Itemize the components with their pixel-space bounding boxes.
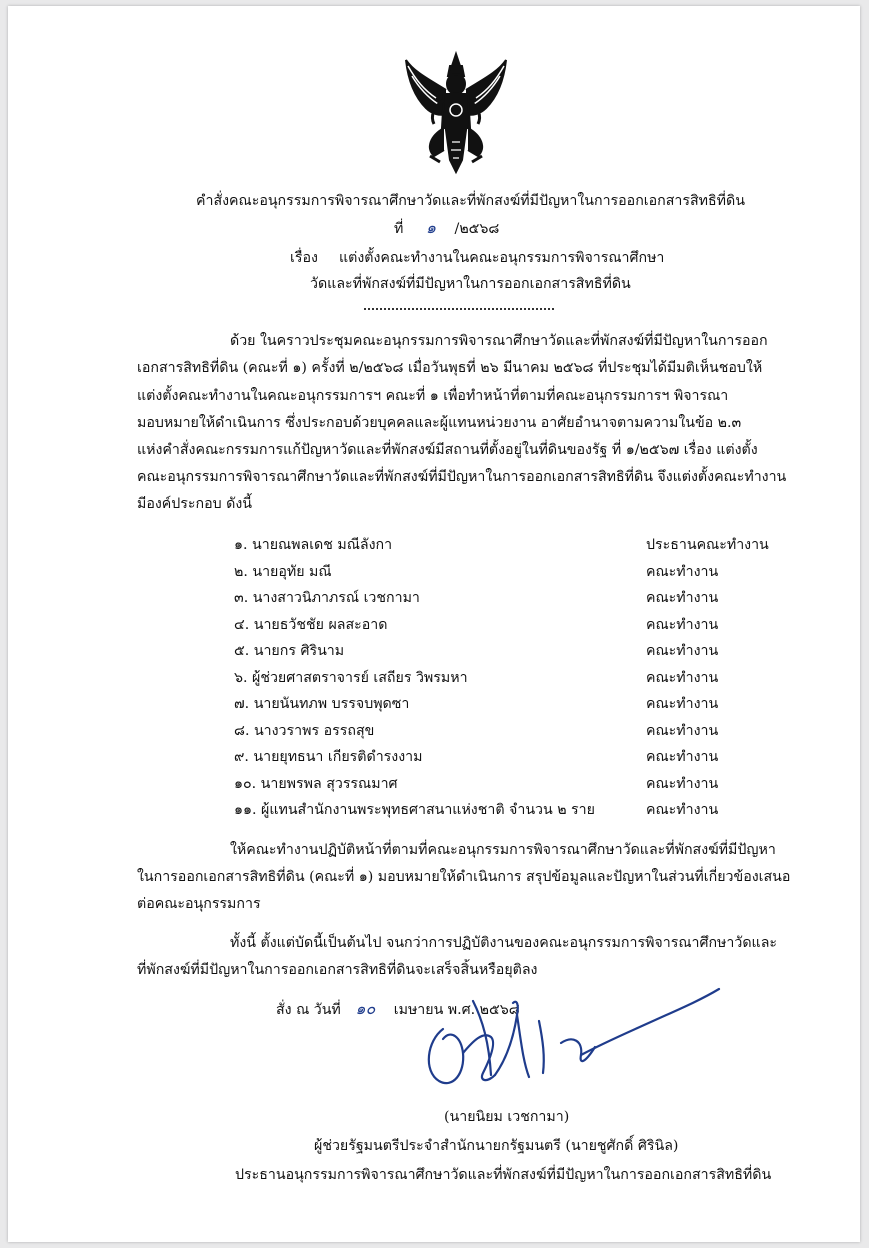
member-role: คณะทำงาน — [646, 617, 719, 633]
subject-line-2: วัดและที่พักสงฆ์ที่มีปัญหาในการออกเอกสารสิทธิที่ดิน — [310, 276, 631, 292]
member-name: ๘. นางวราพร อรรถสุข — [234, 723, 375, 739]
member-role: ประธานคณะทำงาน — [646, 537, 769, 553]
para1-line: แห่งคำสั่งคณะกรรมการแก้ปัญหาวัดและที่พักสงฆ์มีสถานที่ตั้งอยู่ในที่ดินของรัฐ ที่ ๑/๒๕๖๗ เรื่อง แต่งตั้ง — [137, 442, 758, 458]
member-role: คณะทำงาน — [646, 776, 719, 792]
para2-line: ในการออกเอกสารสิทธิที่ดิน (คณะที่ ๑) มอบหมายให้ดำเนินการ สรุปข้อมูลและปัญหาในส่วนที่เกี่ยวข้องเสนอ — [137, 869, 791, 885]
para1-line: มีองค์ประกอบ ดังนี้ — [137, 496, 253, 512]
member-role: คณะทำงาน — [646, 590, 719, 606]
member-role: คณะทำงาน — [646, 696, 719, 712]
order-number-handwritten: ๑ — [425, 218, 437, 237]
document-page — [8, 6, 860, 1242]
member-role: คณะทำงาน — [646, 749, 719, 765]
para1-line: เอกสารสิทธิที่ดิน (คณะที่ ๑) ครั้งที่ ๒/๒๕๖๘ เมื่อวันพุธที่ ๒๖ มีนาคม ๒๕๖๘ ที่ประชุมได้มีมติเห็นชอบให้ — [137, 360, 763, 376]
signer-position: ประธานอนุกรรมการพิจารณาศึกษาวัดและที่พักสงฆ์ที่มีปัญหาในการออกเอกสารสิทธิที่ดิน — [235, 1167, 772, 1183]
member-role: คณะทำงาน — [646, 564, 719, 580]
handwritten-signature-icon — [413, 981, 728, 1096]
member-name: ๕. นายกร ศิรินาม — [234, 643, 345, 659]
member-name: ๗. นายนันทภพ บรรจบพุดซา — [234, 696, 410, 712]
para3-line: ที่พักสงฆ์ที่มีปัญหาในการออกเอกสารสิทธิที่ดินจะเสร็จสิ้นหรือยุติลง — [137, 962, 538, 978]
order-day-handwritten: ๑๐ — [355, 999, 376, 1018]
para1-line: ด้วย ในคราวประชุมคณะอนุกรรมการพิจารณาศึกษาวัดและที่พักสงฆ์ที่มีปัญหาในการออก — [230, 333, 768, 349]
order-date-suffix: เมษายน พ.ศ. ๒๕๖๘ — [393, 1002, 520, 1018]
signer-name: (นายนิยม เวชกามา) — [444, 1109, 570, 1125]
member-name: ๓. นางสาวนิภาภรณ์ เวชกามา — [234, 590, 420, 606]
subject-label: เรื่อง — [290, 250, 318, 266]
member-role: คณะทำงาน — [646, 643, 719, 659]
para3-line: ทั้งนี้ ตั้งแต่บัดนี้เป็นต้นไป จนกว่าการปฏิบัติงานของคณะอนุกรรมการพิจารณาศึกษาวัดและ — [230, 935, 778, 951]
member-name: ๙. นายยุทธนา เกียรติดำรงงาม — [234, 749, 423, 765]
member-name: ๑๐. นายพรพล สุวรรณมาศ — [234, 776, 398, 792]
member-name: ๒. นายอุทัย มณี — [234, 564, 332, 580]
member-name: ๔. นายธวัชชัย ผลสะอาด — [234, 617, 388, 633]
member-name: ๑๑. ผู้แทนสำนักงานพระพุทธศาสนาแห่งชาติ จำนวน ๒ ราย — [234, 802, 595, 818]
order-date-prefix: สั่ง ณ วันที่ — [276, 1002, 341, 1018]
garuda-emblem-icon — [400, 50, 512, 180]
para1-line: มอบหมายให้ดำเนินการ ซึ่งประกอบด้วยบุคคลและผู้แทนหน่วยงาน อาศัยอำนาจตามความในข้อ ๒.๓ — [137, 415, 742, 431]
member-name: ๑. นายณพลเดช มณีลังกา — [234, 537, 393, 553]
member-name: ๖. ผู้ช่วยศาสตราจารย์ เสถียร วิพรมหา — [234, 670, 468, 686]
subject-line-1: แต่งตั้งคณะทำงานในคณะอนุกรรมการพิจารณาศึกษา — [339, 250, 665, 266]
para1-line: คณะอนุกรรมการพิจารณาศึกษาวัดและที่พักสงฆ์ที่มีปัญหาในการออกเอกสารสิทธิที่ดิน จึงแต่งตั้งคณะทำงาน — [137, 469, 787, 485]
member-role: คณะทำงาน — [646, 802, 719, 818]
order-title: คำสั่งคณะอนุกรรมการพิจารณาศึกษาวัดและที่พักสงฆ์ที่มีปัญหาในการออกเอกสารสิทธิที่ดิน — [196, 193, 745, 209]
order-number-prefix: ที่ — [394, 221, 404, 237]
para1-line: แต่งตั้งคณะทำงานในคณะอนุกรรมการฯ คณะที่ ๑ เพื่อทำหน้าที่ตามที่คณะอนุกรรมการฯ พิจารณา — [137, 388, 729, 404]
para2-line: ให้คณะทำงานปฏิบัติหน้าที่ตามที่คณะอนุกรรมการพิจารณาศึกษาวัดและที่พักสงฆ์ที่มีปัญหา — [230, 842, 776, 858]
signer-position: ผู้ช่วยรัฐมนตรีประจำสำนักนายกรัฐมนตรี (นายชูศักดิ์ ศิรินิล) — [314, 1138, 679, 1154]
member-role: คณะทำงาน — [646, 723, 719, 739]
header-divider — [364, 308, 554, 310]
member-role: คณะทำงาน — [646, 670, 719, 686]
order-number-suffix: /๒๕๖๘ — [454, 221, 500, 237]
para2-line: ต่อคณะอนุกรรมการ — [137, 896, 261, 912]
order-number — [394, 218, 499, 239]
